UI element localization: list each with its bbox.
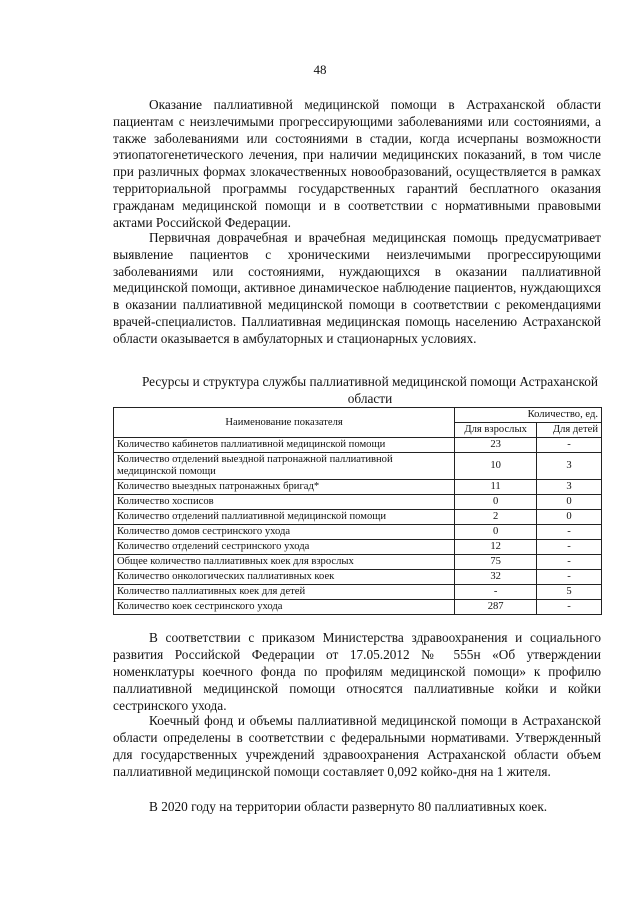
row-adults-value: 0 xyxy=(455,525,537,540)
row-children-value: - xyxy=(537,525,602,540)
table-row xyxy=(114,540,602,555)
row-children-value: - xyxy=(537,570,602,585)
row-adults-value: 11 xyxy=(455,480,537,495)
table-row xyxy=(114,600,602,615)
paragraph-palliative-care-provision: Оказание паллиативной медицинской помощи в Астраханской области пациентам с неизлечимыми прогрессирующими заболеваниями или состояниями, а также заболеваниями или состояниями в стадии, когда исчерпаны возможности этиопатогенетического лечения, при наличии медицинских показаний, в том числе при различных формах злокачественных новообразований, осуществляется в рамках территориальной программы государственных гарантий бесплатного оказания гражданам медицинской помощи и в соответствии с нормативными правовыми актами Российской Федерации. xyxy=(113,97,601,230)
table-row xyxy=(114,570,602,585)
table-row xyxy=(114,585,602,600)
paragraph-primary-care: Первичная доврачебная и врачебная медицинская помощь предусматривает выявление пациентов с хроническими неизлечимыми прогрессирующими заболеваниями или состояниями, нуждающихся в оказании паллиативной медицинской помощи, активное динамическое наблюдение пациентов, нуждающихся в оказании паллиативной медицинской помощи в соответствии с рекомендациями врачей-специалистов. Паллиативная медицинская помощь населению Астраханской области оказывается в амбулаторных и стационарных условиях. xyxy=(113,230,601,346)
resources-table xyxy=(113,407,602,615)
row-children-value: - xyxy=(537,540,602,555)
row-adults-value: 23 xyxy=(455,438,537,453)
table-row xyxy=(114,480,602,495)
row-indicator-name: Количество отделений выездной патронажной паллиативной медицинской помощи xyxy=(114,453,455,480)
row-children-value: 3 xyxy=(537,453,602,480)
row-indicator-name: Количество онкологических паллиативных коек xyxy=(114,570,455,585)
row-adults-value: 0 xyxy=(455,495,537,510)
table-row xyxy=(114,453,602,480)
row-children-value: 5 xyxy=(537,585,602,600)
row-indicator-name: Количество паллиативных коек для детей xyxy=(114,585,455,600)
row-indicator-name: Количество домов сестринского ухода xyxy=(114,525,455,540)
row-adults-value: 2 xyxy=(455,510,537,525)
row-indicator-name: Количество кабинетов паллиативной медицинской помощи xyxy=(114,438,455,453)
table-title: Ресурсы и структура службы паллиативной медицинской помощи Астраханской области xyxy=(141,374,599,406)
header-quantity: Количество, ед. xyxy=(455,408,602,423)
header-indicator-name: Наименование показателя xyxy=(114,408,455,438)
table-body xyxy=(114,438,602,615)
row-adults-value: 287 xyxy=(455,600,537,615)
row-children-value: 0 xyxy=(537,495,602,510)
row-adults-value: 32 xyxy=(455,570,537,585)
row-indicator-name: Общее количество паллиативных коек для взрослых xyxy=(114,555,455,570)
table-row xyxy=(114,525,602,540)
row-adults-value: 75 xyxy=(455,555,537,570)
row-children-value: 0 xyxy=(537,510,602,525)
row-children-value: - xyxy=(537,555,602,570)
row-indicator-name: Количество хосписов xyxy=(114,495,455,510)
table-row xyxy=(114,438,602,453)
header-children: Для детей xyxy=(537,423,602,438)
row-adults-value: - xyxy=(455,585,537,600)
row-adults-value: 12 xyxy=(455,540,537,555)
row-indicator-name: Количество отделений паллиативной медицинской помощи xyxy=(114,510,455,525)
paragraph-2020-beds: В 2020 году на территории области развернуто 80 паллиативных коек. xyxy=(149,799,548,814)
paragraph-ministry-order: В соответствии с приказом Министерства здравоохранения и социального развития Российской Федерации от 17.05.2012 № 555н «Об утверждении номенклатуры коечного фонда по профилям медицинской помощи» к профилю паллиативной медицинской помощи относятся паллиативные койки и койки сестринского ухода. xyxy=(113,630,601,713)
row-indicator-name: Количество выездных патронажных бригад* xyxy=(114,480,455,495)
row-adults-value: 10 xyxy=(455,453,537,480)
row-indicator-name: Количество отделений сестринского ухода xyxy=(114,540,455,555)
row-children-value: 3 xyxy=(537,480,602,495)
table-row xyxy=(114,555,602,570)
row-children-value: - xyxy=(537,438,602,453)
row-indicator-name: Количество коек сестринского ухода xyxy=(114,600,455,615)
row-children-value: - xyxy=(537,600,602,615)
page-number: 48 xyxy=(313,62,327,77)
table-row xyxy=(114,510,602,525)
header-adults: Для взрослых xyxy=(455,423,537,438)
paragraph-bed-fund: Коечный фонд и объемы паллиативной медицинской помощи в Астраханской области определены в соответствии с федеральными нормативами. Утвержденный для государственных учреждений здравоохранения Астраханской области объем паллиативной медицинской помощи составляет 0,092 койко-дня на 1 жителя. xyxy=(113,713,601,779)
table-row xyxy=(114,495,602,510)
